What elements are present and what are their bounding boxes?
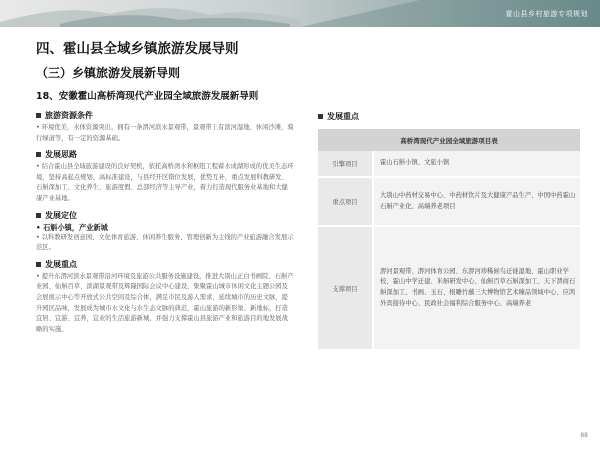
- table-row: [318, 226, 580, 350]
- section-paragraph: • 提升东淠河滨水景观带沿河环境及旅游公共服务设施建设，推进大别山正白书画院、石斛产业园、仙斛百草、滨湖景观带及辉隆国际会议中心建设，集聚霍山城市休闲文化主题公园及会展展示中心等开放式公共空间及综合体，满足市民及游人需求，延续城市的历史文脉，提升园区品味，发展成为城市水文化与水生态文脉的典范，霍山旅游的新形象、新地标，打造宜居、宜游、宜养、宜业的生活旅游新城，并强力支撑霍山县旅游产业和旅游目的地发展战略的实施。: [36, 272, 294, 333]
- project-table: [318, 129, 580, 351]
- table-row-label: 支撑项目: [318, 226, 373, 350]
- section-paragraph: • 以科教研发创意园、文化体育旅游、休闲养生服务、管理创新为主线的产业旅游融合发展示范区。: [36, 233, 294, 252]
- table-row: [318, 151, 580, 177]
- square-bullet-icon: [318, 114, 323, 119]
- square-bullet-icon: [36, 113, 41, 118]
- document-header-title: 霍山县乡村旅游专项规划: [505, 10, 588, 18]
- main-title: 四、霍山县全域乡镇旅游发展导则: [36, 41, 239, 57]
- item-title: 18、安徽霍山高桥湾现代产业园全域旅游发展新导则: [36, 91, 259, 102]
- square-bullet-icon: [36, 152, 41, 157]
- table-row-value: 霍山石斛小镇、文旅小镇: [373, 151, 580, 177]
- table-row: [318, 177, 580, 226]
- square-bullet-icon: [36, 262, 41, 267]
- right-section-heading: 发展重点: [318, 111, 359, 122]
- left-column: [36, 110, 294, 337]
- table-row-label: 重点项目: [318, 177, 373, 226]
- header-banner: [0, 0, 600, 27]
- section-heading: 发展思路: [36, 149, 294, 160]
- section-heading: 发展定位: [36, 210, 294, 221]
- sub-title: （三）乡镇旅游发展新导则: [36, 66, 181, 80]
- positioning-tagline: • 石斛小镇，产业新城: [36, 222, 108, 232]
- table-row-value: 大别山中药材交易中心、中药材饮片及大健康产品生产、中国中药霍山石斛产业化、高端养老项目: [373, 177, 580, 226]
- section-paragraph: • 环境优美，水体资源突出，拥有一条淠河滨水景观带，景观带上有滨河湿地、休闲沙滩、骑行绿道等，有一定的资源基础。: [36, 124, 294, 142]
- section-paragraph: • 结合霍山县全域旅游建设的良好契机，依托高桥湾水利枢纽工程蓄水成湖形成的优美生态环境，坚持高起点规划、高标准建设，与县经开区错位发展，优势互补，重点发展科教研发、石斛深加工、文化养生、旅游度假、总部经济等主导产业，着力打造现代服务业基地和大健康产业基地。: [36, 163, 294, 202]
- section-heading: 旅游资源条件: [36, 110, 294, 121]
- section-heading: 发展重点: [36, 259, 294, 270]
- table-row-value: 淠河景观带、淠河体育公园、东淠河珍稀候鸟迁徙湿地、霍山职业学校、霍山中学迁建、米斛研发中心、仙斛百草石斛深加工、天下淠商石斛深加工、书画、玉石、根雕竹藤三大博物馆艺术臻品领域中心、应鸿外宾接待中心、民政社会福利综合服务中心、高端养老: [373, 226, 580, 350]
- table-row-label: 引擎项目: [318, 151, 373, 177]
- square-bullet-icon: [36, 213, 41, 218]
- page-number: 88: [580, 432, 588, 439]
- table-title: 高桥湾现代产业园全域旅游项目表: [318, 129, 580, 151]
